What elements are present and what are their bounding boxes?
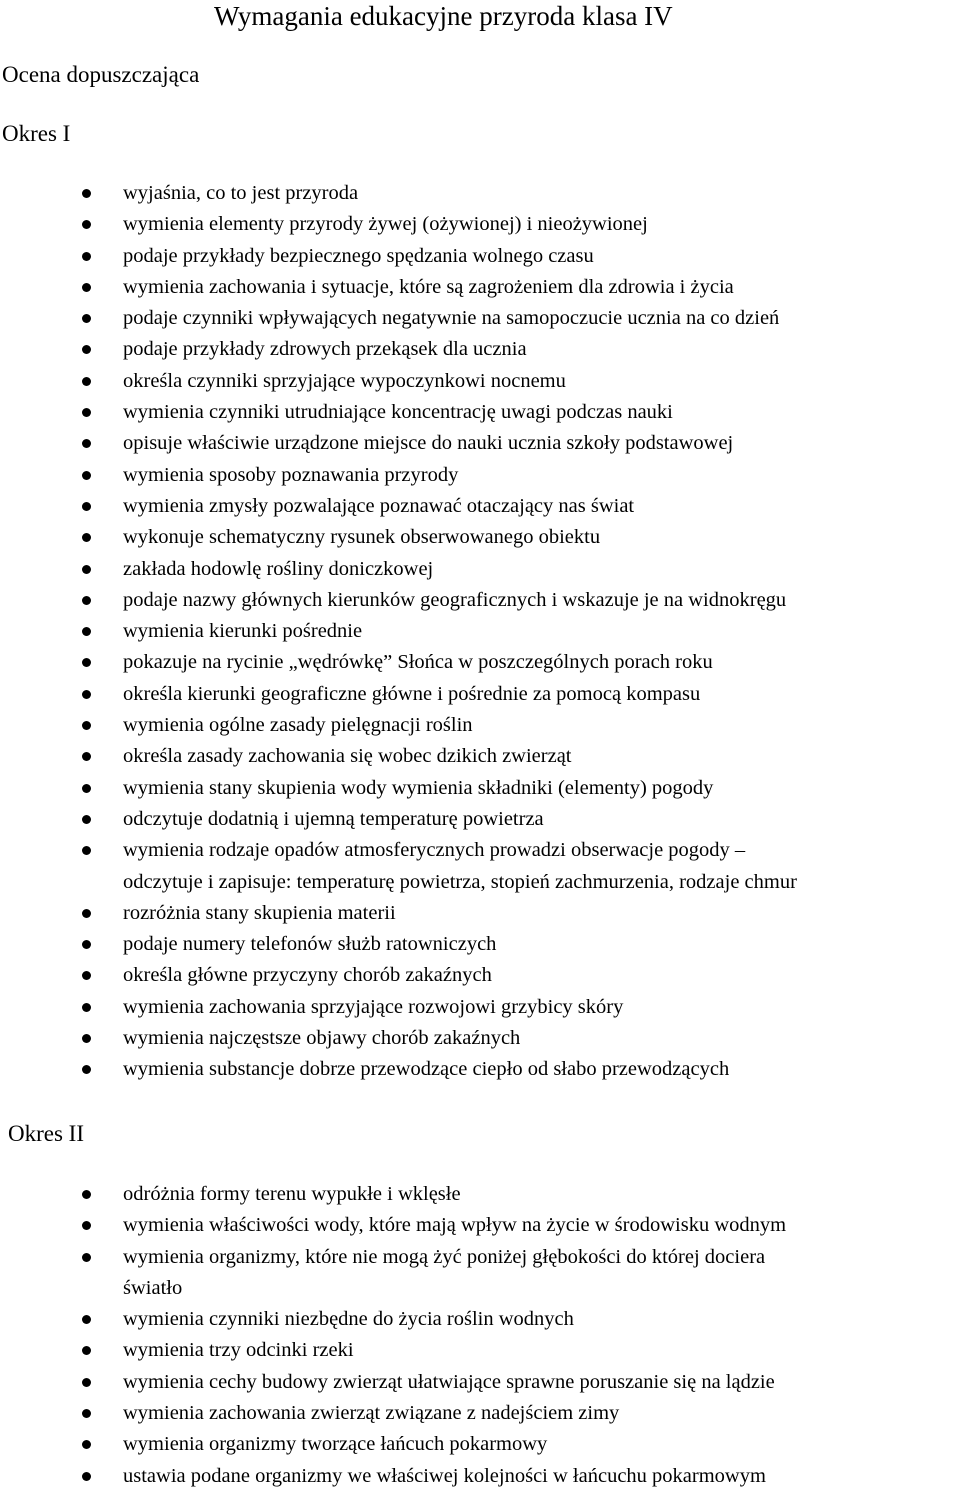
list-item-text: wymienia zachowania i sytuacje, które są zagrożeniem dla zdrowia i życia: [123, 275, 734, 298]
list-item-text: odróżnia formy terenu wypukłe i wklęsłe: [123, 1183, 461, 1205]
list-item-text: określa kierunki geograficzne główne i pośrednie za pomocą kompasu: [123, 682, 701, 705]
list-item-text: określa czynniki sprzyjające wypoczynkowi nocnemu: [123, 369, 566, 392]
list-item: [0, 491, 960, 522]
list-item: [0, 428, 960, 459]
list-item: [0, 585, 960, 616]
list-item: [0, 272, 960, 303]
list-item-text: wymienia organizmy, które nie mogą żyć poniżej głębokości do której dociera: [123, 1245, 766, 1268]
list-item: [0, 835, 960, 898]
list-item-text-continued: światło: [123, 1276, 183, 1299]
list-item: [0, 1210, 960, 1241]
list-item: [0, 1304, 960, 1335]
section-heading-okres-1: Okres I: [2, 121, 71, 146]
list-item: [0, 460, 960, 491]
list-item-text: wymienia zachowania zwierząt związane z nadejściem zimy: [123, 1402, 620, 1425]
list-item-text: ustawia podane organizmy we właściwej kolejności w łańcuchu pokarmowym: [123, 1464, 766, 1487]
list-item: [0, 1429, 960, 1460]
list-item: [0, 929, 960, 960]
list-item-text: rozróżnia stany skupienia materii: [123, 901, 396, 924]
list-item: [0, 178, 960, 209]
list-item-text: podaje nazwy głównych kierunków geograficznych i wskazuje je na widnokręgu: [123, 588, 787, 611]
requirements-list-okres-1: [0, 178, 960, 1086]
list-item: [0, 303, 960, 334]
list-item-text: wymienia kierunki pośrednie: [123, 620, 363, 643]
list-item-text: wymienia właściwości wody, które mają wpływ na życie w środowisku wodnym: [123, 1214, 787, 1237]
list-item: [0, 1054, 960, 1085]
list-item-text: opisuje właściwie urządzone miejsce do nauki ucznia szkoły podstawowej: [123, 432, 734, 455]
list-item-text: podaje numery telefonów służb ratowniczych: [123, 933, 497, 956]
list-item-text: określa zasady zachowania się wobec dzikich zwierząt: [123, 745, 572, 768]
list-item-text: wymienia najczęstsze objawy chorób zakaźnych: [123, 1027, 521, 1050]
list-item: [0, 1179, 960, 1210]
list-item-text: wymienia elementy przyrody żywej (ożywionej) i nieożywionej: [123, 213, 648, 236]
list-item: [0, 1367, 960, 1398]
section-heading-okres-2: Okres II: [8, 1121, 84, 1146]
list-item-text: podaje przykłady zdrowych przekąsek dla ucznia: [123, 338, 527, 361]
grade-heading: Ocena dopuszczająca: [2, 62, 200, 87]
list-item: [0, 1461, 960, 1492]
list-item-text: pokazuje na rycinie „wędrówkę” Słońca w poszczególnych porach roku: [123, 651, 713, 674]
list-item: [0, 1335, 960, 1366]
list-item: [0, 710, 960, 741]
list-item-text: odczytuje dodatnią i ujemną temperaturę powietrza: [123, 807, 544, 830]
list-item-text: podaje czynniki wpływających negatywnie na samopoczucie ucznia na co dzień: [123, 307, 780, 330]
list-item: [0, 209, 960, 240]
list-item: [0, 960, 960, 991]
list-item: [0, 334, 960, 365]
list-item-text: wymienia substancje dobrze przewodzące ciepło od słabo przewodzących: [123, 1058, 730, 1081]
list-item: [0, 1023, 960, 1054]
list-item-text: wyjaśnia, co to jest przyroda: [123, 182, 359, 204]
requirements-list-okres-2: [0, 1179, 960, 1492]
list-item: [0, 366, 960, 397]
list-item-text: wymienia cechy budowy zwierząt ułatwiające sprawne poruszanie się na lądzie: [123, 1370, 775, 1393]
list-item-text: wymienia ogólne zasady pielęgnacji roślin: [123, 714, 473, 737]
list-item-text: wymienia sposoby poznawania przyrody: [123, 463, 459, 486]
list-item: [0, 1242, 960, 1305]
list-item: [0, 397, 960, 428]
list-item-text: wymienia zachowania sprzyjające rozwojowi grzybicy skóry: [123, 995, 624, 1018]
list-item-text: określa główne przyczyny chorób zakaźnych: [123, 964, 492, 987]
list-item-text: wykonuje schematyczny rysunek obserwowanego obiektu: [123, 526, 601, 549]
list-item: [0, 992, 960, 1023]
list-item: [0, 1398, 960, 1429]
list-item: [0, 679, 960, 710]
list-item-text: wymienia trzy odcinki rzeki: [123, 1339, 354, 1362]
list-item-text: wymienia czynniki niezbędne do życia roślin wodnych: [123, 1308, 574, 1331]
list-item: [0, 522, 960, 553]
list-item-text: wymienia stany skupienia wody wymienia składniki (elementy) pogody: [123, 776, 714, 799]
list-item: [0, 554, 960, 585]
list-item-text: wymienia organizmy tworzące łańcuch pokarmowy: [123, 1433, 548, 1456]
list-item: [0, 241, 960, 272]
list-item: [0, 741, 960, 772]
list-item: [0, 898, 960, 929]
list-item-text: wymienia zmysły pozwalające poznawać otaczający nas świat: [123, 494, 635, 517]
list-item-text: wymienia rodzaje opadów atmosferycznych prowadzi obserwacje pogody –: [123, 839, 746, 862]
list-item: [0, 616, 960, 647]
list-item: [0, 804, 960, 835]
list-item-text: wymienia czynniki utrudniające koncentrację uwagi podczas nauki: [123, 401, 673, 424]
list-item: [0, 773, 960, 804]
list-item: [0, 647, 960, 678]
list-item-text-continued: odczytuje i zapisuje: temperaturę powietrza, stopień zachmurzenia, rodzaje chmur: [123, 870, 797, 893]
list-item-text: podaje przykłady bezpiecznego spędzania wolnego czasu: [123, 244, 594, 267]
document-title: Wymagania edukacyjne przyroda klasa IV: [214, 1, 673, 31]
list-item-text: zakłada hodowlę rośliny doniczkowej: [123, 557, 434, 580]
